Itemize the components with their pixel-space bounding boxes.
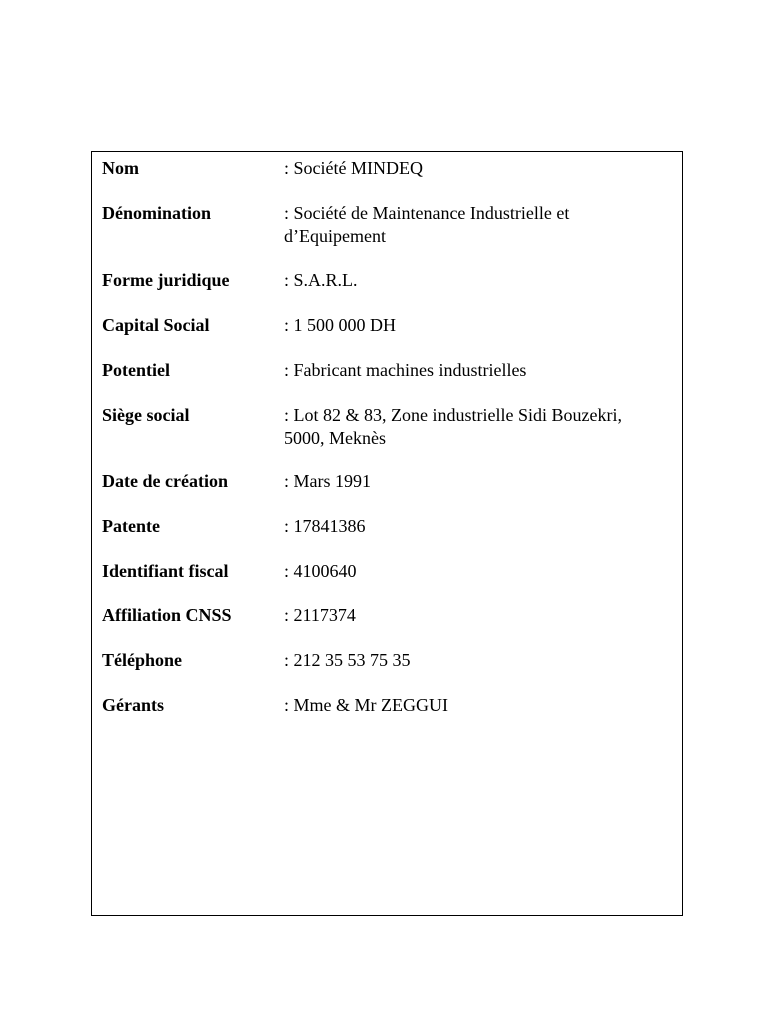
- field-value: : 4100640: [284, 561, 357, 581]
- field-label: Siège social: [102, 405, 190, 425]
- field-value: : Fabricant machines industrielles: [284, 360, 527, 380]
- field-value: : Lot 82 & 83, Zone industrielle Sidi Bouzekri, 5000, Meknès: [284, 405, 622, 448]
- field-value: : Société de Maintenance Industrielle et d’Equipement: [284, 203, 570, 246]
- field-label: Date de création: [102, 471, 228, 491]
- field-value: : 2117374: [284, 605, 356, 625]
- field-label: Téléphone: [102, 650, 183, 670]
- field-value: : Mars 1991: [284, 471, 371, 491]
- field-value: : 212 35 53 75 35: [284, 650, 411, 670]
- company-info-box: [91, 151, 683, 916]
- field-value: : Mme & Mr ZEGGUI: [284, 695, 448, 715]
- field-value: : 17841386: [284, 516, 366, 536]
- field-label: Gérants: [102, 695, 164, 715]
- field-value: : 1 500 000 DH: [284, 315, 396, 335]
- field-label: Patente: [102, 516, 160, 536]
- field-label: Potentiel: [102, 360, 170, 380]
- field-value: : Société MINDEQ: [284, 158, 423, 178]
- field-label: Nom: [102, 158, 139, 178]
- field-label: Forme juridique: [102, 270, 230, 290]
- field-label: Affiliation CNSS: [102, 605, 232, 625]
- field-value: : S.A.R.L.: [284, 270, 358, 290]
- field-label: Capital Social: [102, 315, 210, 335]
- field-label: Dénomination: [102, 203, 212, 223]
- field-label: Identifiant fiscal: [102, 561, 229, 581]
